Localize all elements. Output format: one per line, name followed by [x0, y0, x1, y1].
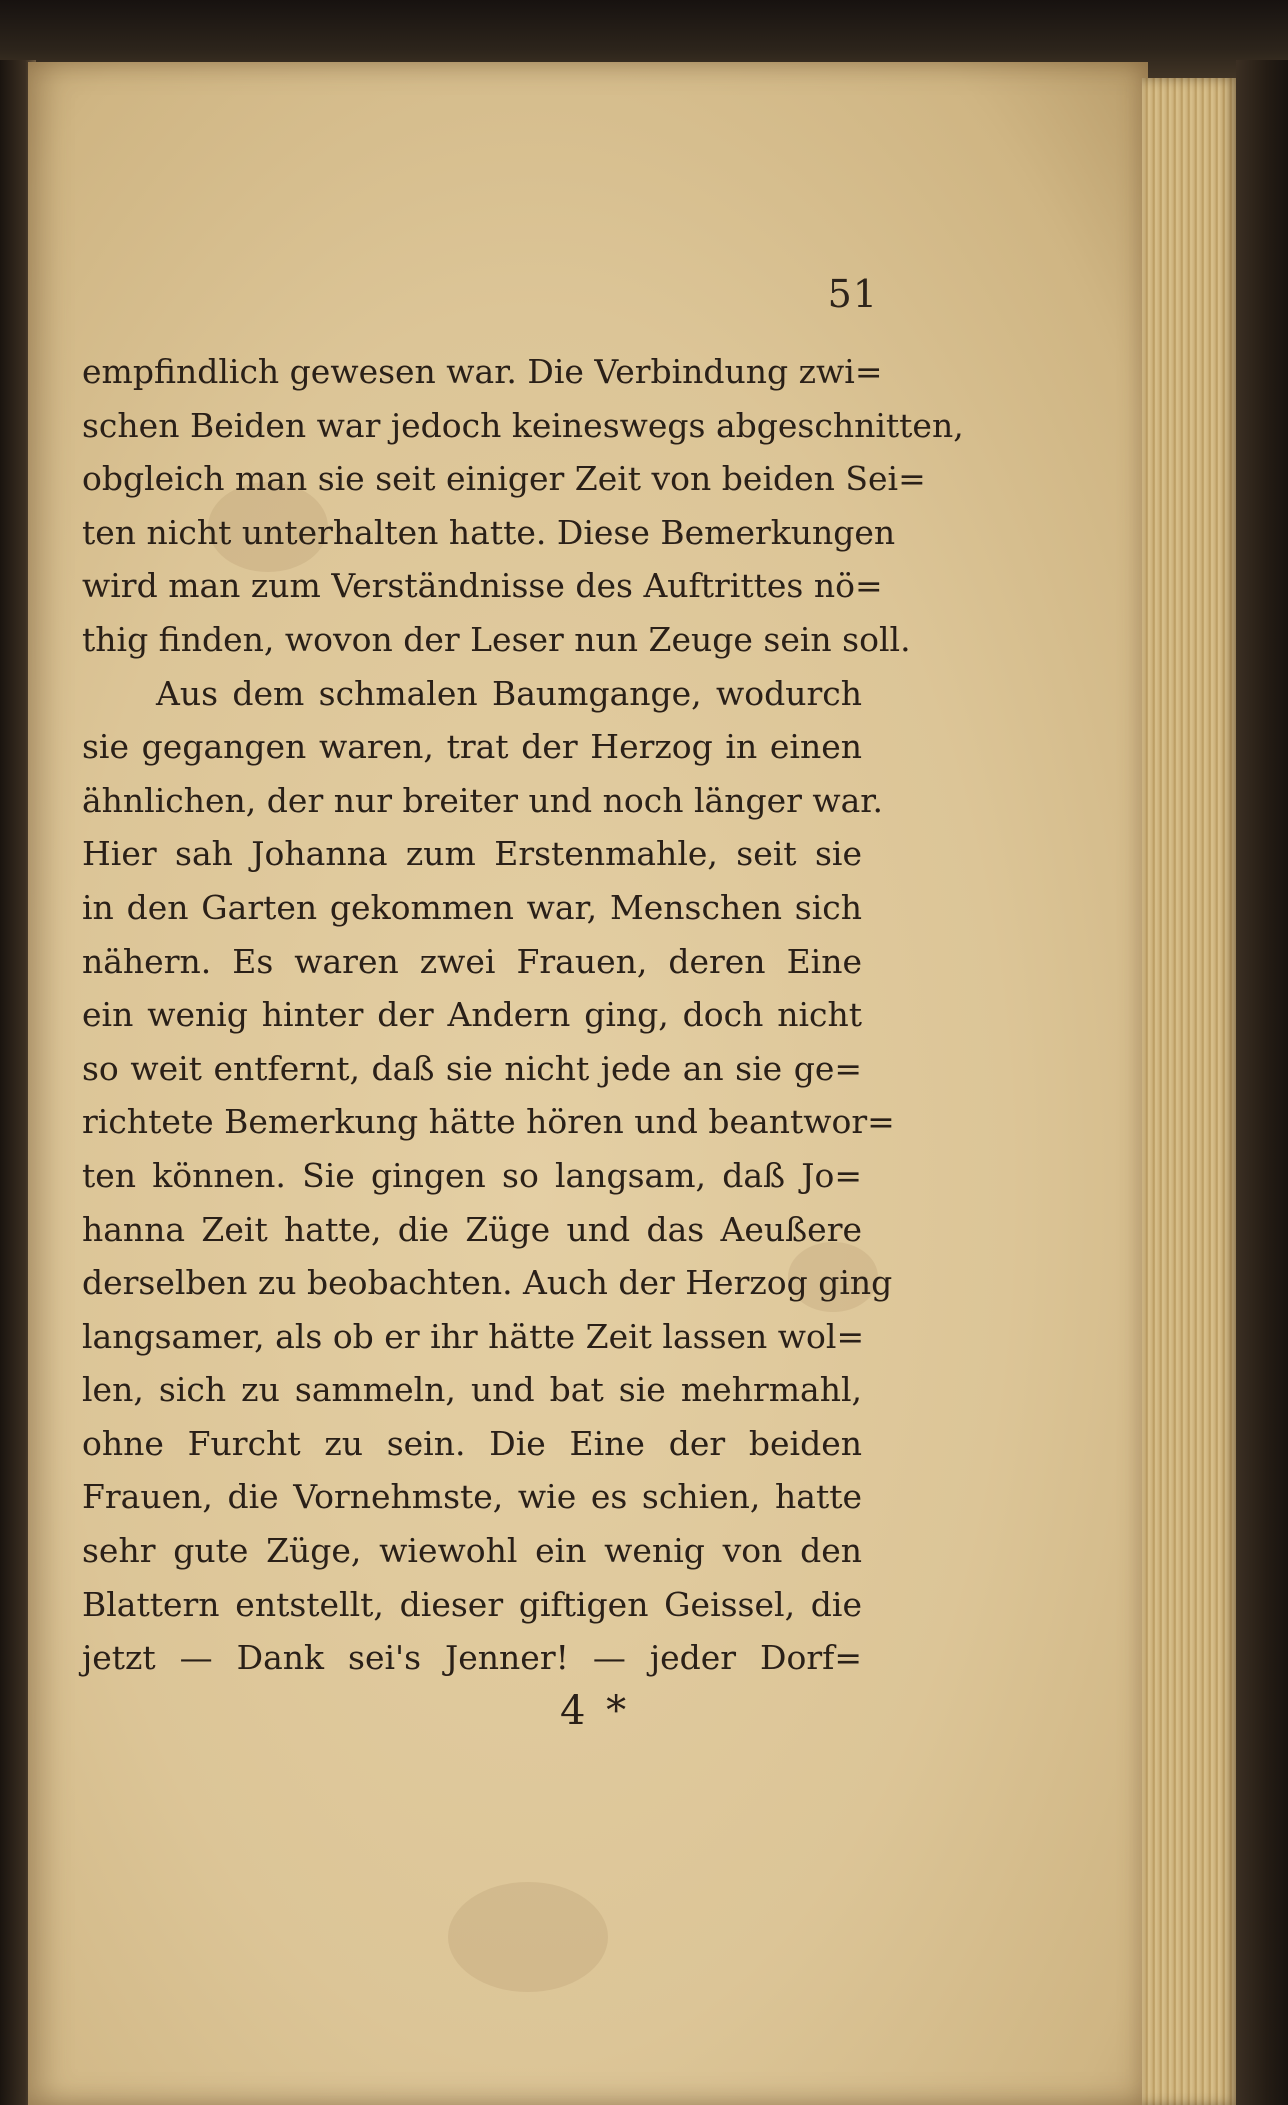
text-line: ein wenig hinter der Andern ging, doch nicht: [82, 995, 862, 1035]
text-line: ohne Furcht zu sein. Die Eine der beiden: [82, 1423, 862, 1463]
text-line: ten können. Sie gingen so langsam, daß Jo=: [82, 1155, 862, 1195]
text-line: thig finden, wovon der Leser nun Zeuge sein soll.: [82, 619, 911, 659]
page-number: 51: [827, 272, 878, 316]
text-line: hanna Zeit hatte, die Züge und das Aeußere: [82, 1209, 862, 1249]
text-line: empfindlich gewesen war. Die Verbindung zwi=: [82, 352, 883, 391]
text-line: obgleich man sie seit einiger Zeit von beiden Sei=: [82, 459, 926, 499]
text-line: richtete Bemerkung hätte hören und beantwor=: [82, 1102, 895, 1142]
text-line: in den Garten gekommen war, Menschen sich: [82, 887, 862, 927]
text-line: Hier sah Johanna zum Erstenmahle, seit sie: [82, 834, 862, 874]
text-line: so weit entfernt, daß sie nicht jede an sie ge=: [82, 1048, 862, 1088]
text-line: ähnlichen, der nur breiter und noch länger war.: [82, 780, 883, 820]
paper-stain: [448, 1882, 608, 1992]
text-line: Aus dem schmalen Baumgange, wodurch: [156, 673, 862, 713]
text-line: schen Beiden war jedoch keineswegs abgeschnitten,: [82, 405, 964, 445]
book-cover-right-edge: [1236, 60, 1288, 2105]
body-text: [82, 345, 964, 1685]
text-line: derselben zu beobachten. Auch der Herzog ging: [82, 1263, 893, 1303]
text-line: wird man zum Verständnisse des Auftrittes nö=: [82, 566, 883, 606]
text-line: sehr gute Züge, wiewohl ein wenig von den: [82, 1531, 862, 1571]
page-edges-stack: [1142, 78, 1238, 2105]
text-line: Blattern entstellt, dieser giftigen Geissel, die: [82, 1584, 862, 1624]
signature-mark: 4 *: [560, 1688, 631, 1734]
text-line: len, sich zu sammeln, und bat sie mehrmahl,: [82, 1370, 862, 1410]
text-line: langsamer, als ob er ihr hätte Zeit lassen wol=: [82, 1316, 865, 1356]
text-line: jetzt — Dank sei's Jenner! — jeder Dorf=: [82, 1638, 862, 1678]
text-line: Frauen, die Vornehmste, wie es schien, hatte: [82, 1477, 862, 1517]
text-line: ten nicht unterhalten hatte. Diese Bemerkungen: [82, 512, 896, 552]
text-line: nähern. Es waren zwei Frauen, deren Eine: [82, 941, 862, 981]
text-line: sie gegangen waren, trat der Herzog in einen: [82, 727, 862, 767]
